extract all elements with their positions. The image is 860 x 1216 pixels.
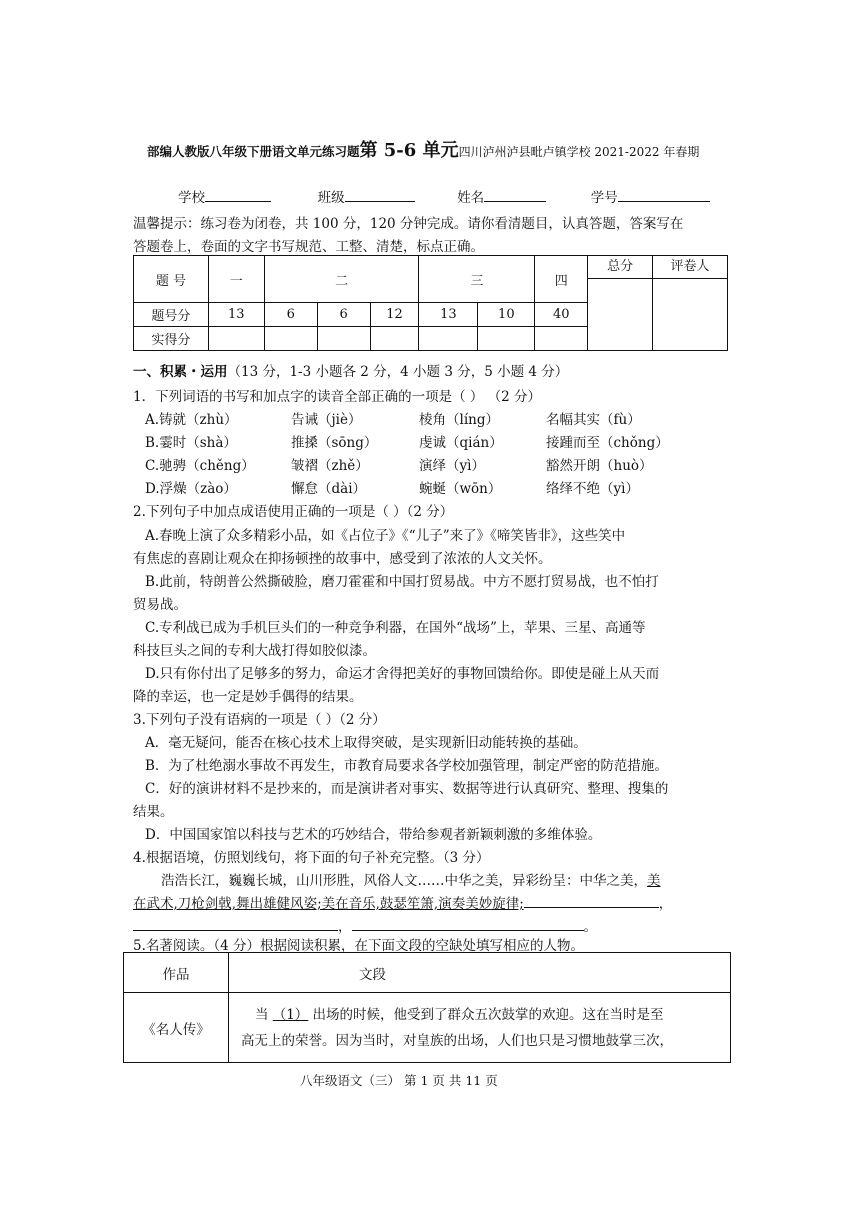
exam-title	[147, 136, 699, 162]
q2-option-c-line-1: C.专利战已成为手机巨头们的一种竞争利器，在国外“战场”上，苹果、三星、高通等	[145, 620, 646, 636]
header-section-2: 二	[264, 256, 419, 303]
q1-option-b-2: 推搡（sōng）	[291, 435, 378, 451]
q4-comma: ，	[338, 919, 352, 935]
q4-text: 浩浩长江，巍巍长城，山川形胜，风俗人文……中华之美，异彩纷呈：中华之美，	[161, 873, 647, 889]
header-text: 文段	[229, 953, 731, 993]
q4-paragraph-line-3	[133, 915, 597, 935]
points-cell: 6	[264, 303, 317, 327]
title-unit: 第 5-6 单元	[359, 140, 459, 161]
student-info-fields	[178, 186, 710, 206]
points-cell: 6	[317, 303, 370, 327]
q4-stem: 4.根据语境，仿照划线句，将下面的句子补充完整。（3 分）	[133, 850, 490, 866]
q1-option-b-1: B.霎时（shà）	[145, 435, 237, 451]
work-title: 《名人传》	[124, 993, 229, 1063]
q3-stem: 3.下列句子没有语病的一项是（ ）（2 分）	[133, 712, 386, 728]
notice-line-1: 温馨提示：练习卷为闭卷，共 100 分，120 分钟完成。请你看清题目，认真答题，答案写在	[133, 216, 684, 232]
passage-cell	[229, 993, 731, 1063]
q4-answer-blank-2[interactable]	[133, 916, 338, 931]
passage-line-1	[241, 1002, 724, 1028]
class-field[interactable]	[345, 187, 415, 202]
section-1-desc: （13 分，1-3 小题各 2 分，4 小题 3 分，5 小题 4 分）	[227, 364, 569, 380]
q1-option-d-3: 蜿蜒（wōn）	[419, 481, 502, 497]
title-prefix: 部编人教版八年级下册语文单元练习题	[147, 144, 360, 159]
q1-stem: 1．下列词语的书写和加点字的读音全部正确的一项是（ ） （2 分）	[133, 389, 542, 405]
q1-option-b-3: 虔诚（qián）	[419, 435, 503, 451]
q5-table	[123, 952, 731, 1063]
name-field[interactable]	[484, 187, 546, 202]
passage-line-2: 高无上的荣誉。因为当时，对皇族的出场，人们也只是习惯地鼓掌三次，	[241, 1032, 673, 1049]
q2-option-d-line-1: D.只有你付出了足够多的努力，命运才舍得把美好的事物回馈给你。即使是碰上从天而	[145, 666, 660, 682]
q1-option-c-4: 豁然开朗（huò）	[546, 458, 653, 474]
actual-cell[interactable]	[317, 327, 370, 351]
q5-stem: 5.名著阅读。（4 分）根据阅读积累，在下面文段的空缺处填写相应的人物。	[133, 938, 585, 954]
q1-option-a-2: 告诫（jiè）	[291, 412, 362, 428]
q4-answer-blank-1[interactable]	[524, 893, 659, 908]
row-label-points: 题号分	[134, 303, 209, 327]
actual-cell[interactable]	[419, 327, 478, 351]
points-cell: 12	[370, 303, 419, 327]
q3-option-d: D．中国国家馆以科技与艺术的巧妙结合，带给参观者新颖刺激的多维体验。	[145, 827, 602, 843]
q1-option-a-1: A.铸就（zhù）	[145, 412, 238, 428]
q1-option-d-2: 懈怠（dài）	[291, 481, 367, 497]
header-section-1: 一	[208, 256, 264, 303]
q1-option-b-4: 接踵而至（chǒng）	[546, 435, 669, 451]
q1-option-d-4: 络绎不绝（yì）	[546, 481, 639, 497]
q4-underlined-start: 美	[647, 873, 661, 889]
q2-option-b-line-2: 贸易战。	[133, 597, 187, 613]
q2-option-a-line-1: A.春晚上演了众多精彩小品，如《占位子》《“儿子”来了》《啼笑皆非》，这些笑中	[145, 528, 626, 544]
q2-stem: 2.下列句子中加点成语使用正确的一项是（ ）（2 分）	[133, 504, 454, 520]
q4-comma: ，	[658, 896, 673, 912]
total-score-cell	[588, 256, 653, 351]
actual-cell[interactable]	[535, 327, 588, 351]
q1-option-c-3: 演绎（yì）	[419, 458, 485, 474]
q4-paragraph-line-2	[133, 892, 672, 912]
q1-option-a-3: 棱角（líng）	[419, 412, 499, 428]
page-footer: 八年级语文（三） 第 1 页 共 11 页	[300, 1073, 498, 1088]
school-field[interactable]	[205, 187, 271, 202]
q2-option-b-line-1: B.此前，特朗普公然撕破脸，磨刀霍霍和中国打贸易战。中方不愿打贸易战，也不怕打	[145, 574, 659, 590]
header-grader: 评卷人	[653, 256, 727, 279]
q2-option-c-line-2: 科技巨头之间的专利大战打得如胶似漆。	[133, 643, 376, 659]
score-table	[133, 255, 728, 351]
school-label: 学校	[178, 190, 205, 206]
header-section-3: 三	[419, 256, 535, 303]
q2-option-d-line-2: 降的幸运，也一定是妙手偶得的结果。	[133, 689, 363, 705]
points-cell: 10	[478, 303, 535, 327]
q1-option-c-1: C.驰骋（chěng）	[145, 458, 255, 474]
title-suffix: 四川泸州泸县毗卢镇学校 2021-2022 年春期	[458, 145, 700, 159]
header-total: 总分	[588, 256, 652, 279]
q3-option-c-line-1: C．好的演讲材料不是抄来的，而是演讲者对事实、数据等进行认真研究、整理、搜集的	[145, 781, 669, 797]
name-label: 姓名	[457, 190, 485, 206]
passage-post: 出场的时候，他受到了群众五次鼓掌的欢迎。这在当时是至	[312, 1006, 664, 1023]
header-tihao: 题 号	[134, 256, 209, 303]
notice-line-2: 答题卷上，卷面的文字书写规范、工整、清楚，标点正确。	[133, 239, 484, 255]
actual-cell[interactable]	[370, 327, 419, 351]
q3-option-a: A．毫无疑问，能否在核心技术上取得突破，是实现新旧动能转换的基础。	[145, 735, 587, 751]
q1-option-a-4: 名幅其实（fù）	[546, 412, 641, 428]
q4-period: 。	[583, 919, 597, 935]
q2-option-a-line-2: 有焦虑的喜剧让观众在抑扬顿挫的故事中，感受到了浓浓的人文关怀。	[133, 551, 552, 567]
q3-option-c-line-2: 结果。	[133, 804, 174, 820]
q1-option-c-2: 皱褶（zhě）	[291, 458, 369, 474]
points-cell: 13	[419, 303, 478, 327]
number-label: 学号	[590, 190, 618, 206]
passage-pre: 当	[255, 1006, 269, 1023]
q3-option-b: B．为了杜绝溺水事故不再发生，市教育局要求各学校加强管理，制定严密的防范措施。	[145, 758, 668, 774]
points-cell: 40	[535, 303, 588, 327]
class-label: 班级	[317, 190, 345, 206]
q4-underlined-sentence: 在武术,刀枪剑戟,舞出雄健风姿;美在音乐,鼓瑟笙箫,演奏美妙旋律;	[133, 896, 524, 912]
row-label-actual: 实得分	[134, 327, 209, 351]
q4-paragraph-line-1	[161, 869, 661, 889]
section-1-heading	[133, 360, 568, 380]
number-field[interactable]	[618, 187, 710, 202]
header-section-4: 四	[535, 256, 588, 303]
grader-cell	[653, 256, 728, 351]
actual-cell[interactable]	[478, 327, 535, 351]
points-cell: 13	[208, 303, 264, 327]
actual-cell[interactable]	[208, 327, 264, 351]
actual-cell[interactable]	[264, 327, 317, 351]
q4-answer-blank-3[interactable]	[352, 916, 584, 931]
blank-1[interactable]: （1）	[272, 1006, 309, 1023]
section-1-title: 一、积累・运用	[133, 364, 228, 380]
q1-option-d-1: D.浮燥（zào）	[145, 481, 237, 497]
header-work: 作品	[124, 953, 229, 993]
